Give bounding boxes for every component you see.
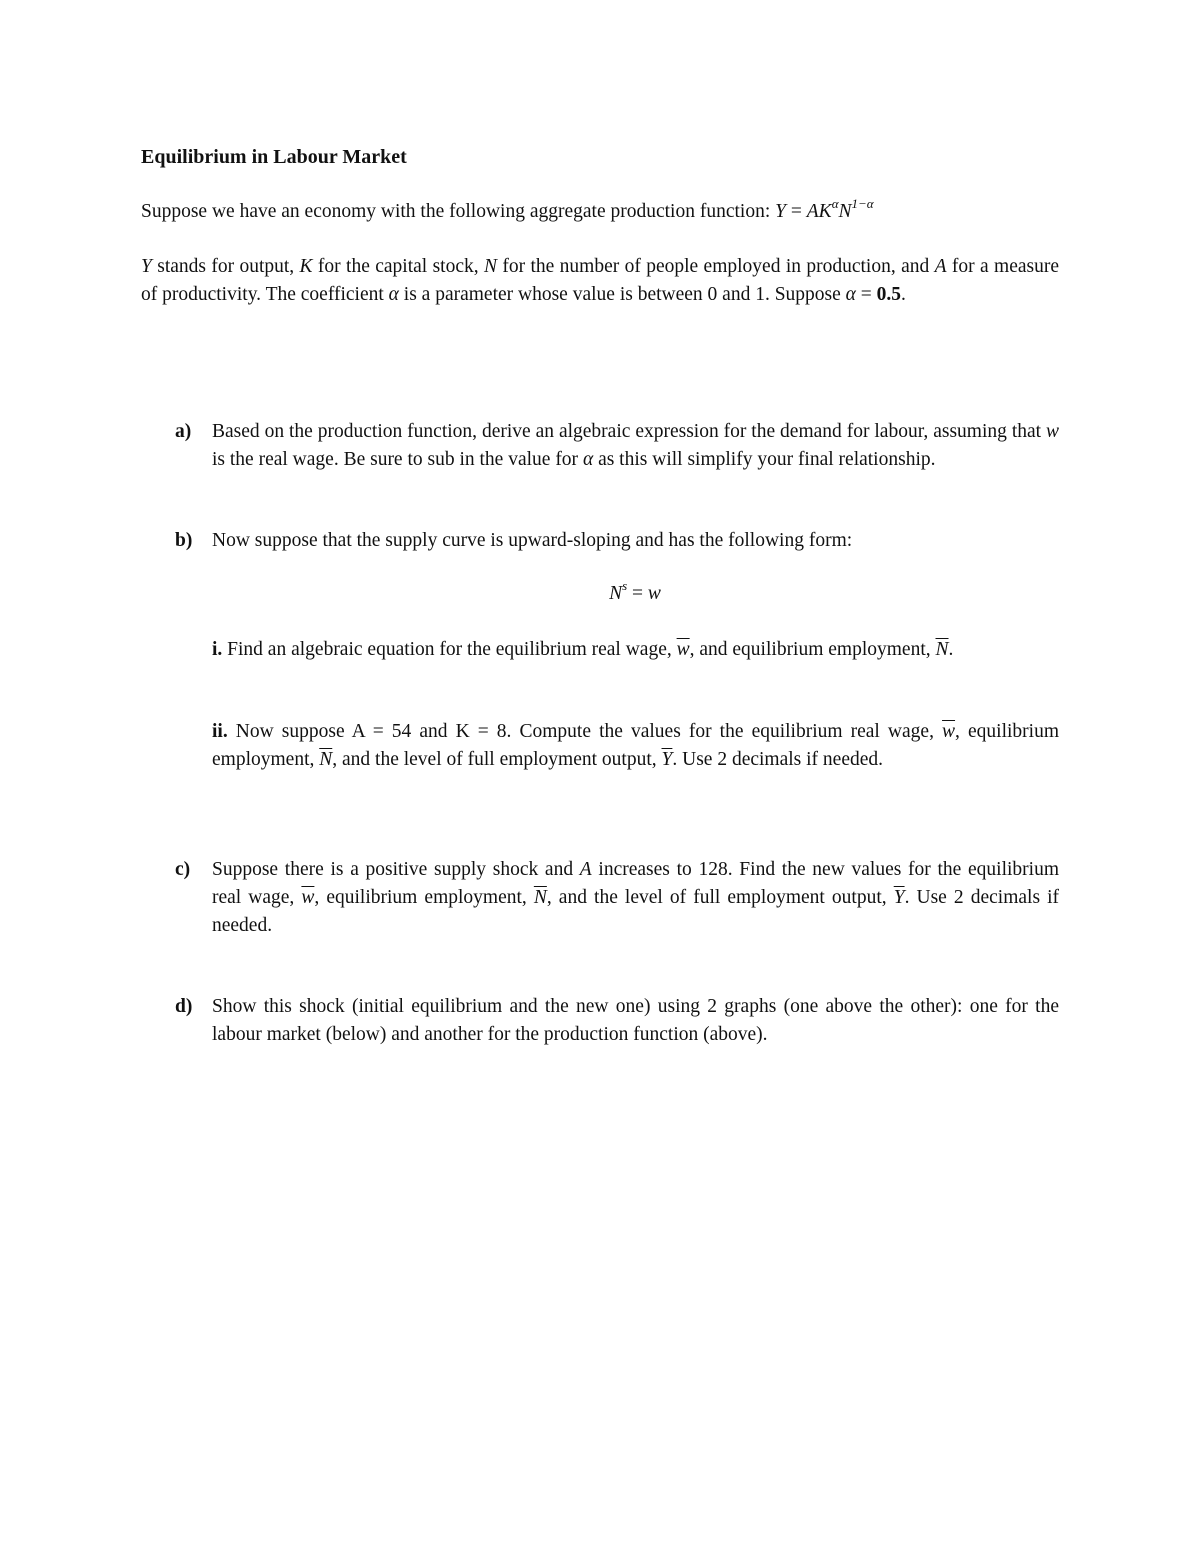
question-d bbox=[141, 993, 1059, 1049]
question-b-label: b) bbox=[175, 530, 193, 551]
document-title: Equilibrium in Labour Market bbox=[141, 146, 407, 168]
question-d-text: Show this shock (initial equilibrium and the new one) using 2 graphs (one above the other): one for the labour market (below) and another for the production function (above). bbox=[212, 996, 1059, 1045]
question-c bbox=[141, 856, 1059, 940]
part-ii-label: ii. bbox=[212, 721, 228, 742]
question-b bbox=[141, 527, 1059, 555]
question-b-part-i: i. Find an algebraic equation for the equilibrium real wage, $\overline{w}$, and equilibrium employment, $\overline{N}$. bbox=[212, 639, 954, 660]
question-b-part-ii: ii. Now suppose A = 54 and K = 8. Compute the values for the equilibrium real wage, $\overline{w}$, equilibrium employment, $\overline{N}$, and the level of full employment output, $\overline{Y}$. Use 2 decimals if needed. bbox=[212, 721, 1059, 770]
question-a-label: a) bbox=[175, 421, 192, 442]
supply-curve-formula: $N^s = w$ bbox=[609, 577, 661, 604]
alpha-value: 0.5 bbox=[876, 284, 902, 305]
question-b-text: Now suppose that the supply curve is upward-sloping and has the following form: bbox=[212, 530, 853, 551]
production-function: $Y = AK^\alpha N^{1-\alpha}$ bbox=[775, 195, 874, 222]
question-d-label: d) bbox=[175, 996, 193, 1017]
question-c-label: c) bbox=[175, 859, 191, 880]
question-a-text: Based on the production function, derive an algebraic expression for the demand for labour, assuming that w is the real wage. Be sure to sub in the value for α as this will simplify your final relationship. bbox=[212, 421, 1059, 470]
question-a bbox=[141, 418, 1059, 474]
intro-text: Suppose we have an economy with the following aggregate production function: bbox=[141, 201, 776, 222]
part-i-label: i. bbox=[212, 639, 223, 660]
question-c-text: Suppose there is a positive supply shock and A increases to 128. Find the new values for the equilibrium real wage, $\overline{w}$, equilibrium employment, $\overline{N}$, and the level of full employment output, $\overline{Y}$. Use 2 decimals if needed. bbox=[212, 859, 1060, 936]
definitions-paragraph: Y stands for output, K for the capital stock, N for the number of people employed in production, and A for a measure of productivity. The coefficient α is a parameter whose value is between 0 and 1. Suppose α = 0.5. bbox=[141, 256, 1060, 305]
intro-sentence bbox=[141, 195, 874, 226]
